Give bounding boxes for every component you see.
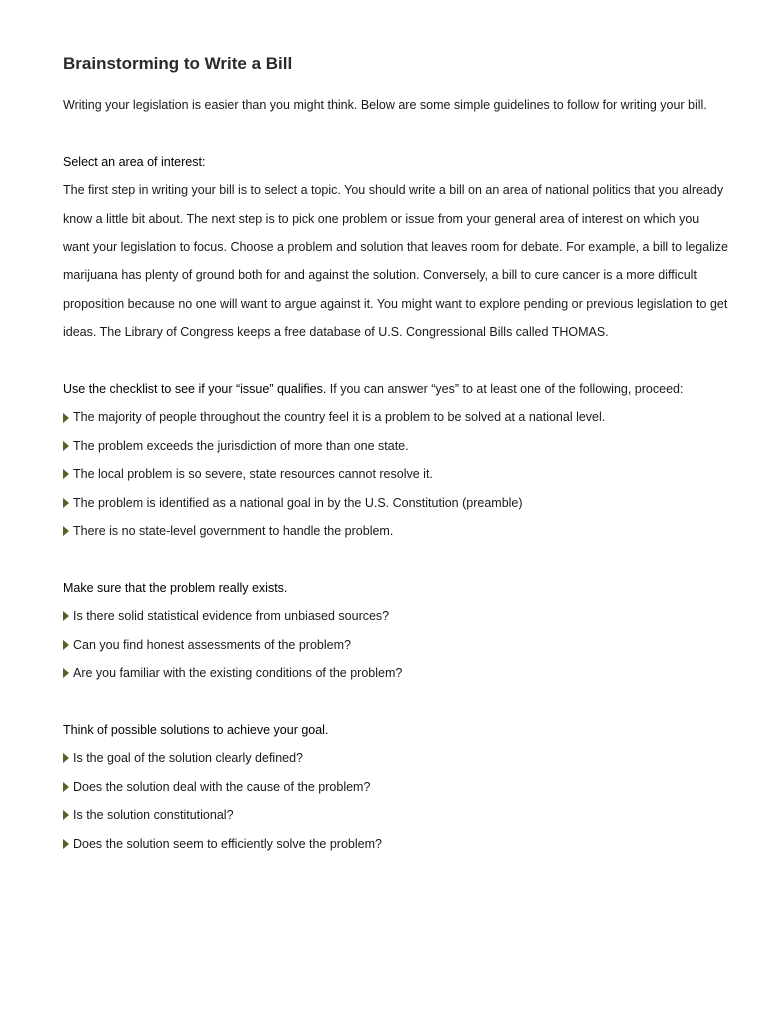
checklist-intro	[63, 375, 728, 403]
document-page	[63, 50, 728, 858]
intro-paragraph: Writing your legislation is easier than you might think. Below are some simple guidelines to follow for writing your bill.	[63, 98, 707, 112]
list-item-text: The local problem is so severe, state resources cannot resolve it.	[73, 467, 433, 482]
list-item	[63, 801, 728, 829]
list-item-text: Is the goal of the solution clearly defined?	[73, 751, 304, 766]
list-item	[63, 460, 728, 488]
list-item	[63, 403, 728, 431]
list-item-text: Does the solution seem to efficiently solve the problem?	[73, 836, 382, 851]
triangle-right-icon	[63, 469, 69, 479]
list-item-text: The problem is identified as a national goal in by the U.S. Constitution (preamble)	[73, 495, 523, 510]
list-item	[63, 830, 728, 858]
list-item	[63, 631, 728, 659]
list-item	[63, 659, 728, 687]
spacer	[63, 545, 728, 573]
spacer	[63, 119, 728, 147]
list-item-text: The problem exceeds the jurisdiction of more than one state.	[73, 438, 409, 453]
spacer	[63, 347, 728, 375]
triangle-right-icon	[63, 668, 69, 678]
list-item-text: There is no state-level government to handle the problem.	[73, 524, 394, 539]
section-heading-solutions: Think of possible solutions to achieve your goal.	[63, 722, 329, 737]
list-item	[63, 489, 728, 517]
triangle-right-icon	[63, 611, 69, 621]
triangle-right-icon	[63, 498, 69, 508]
section-heading-problem: Make sure that the problem really exists.	[63, 580, 288, 595]
triangle-right-icon	[63, 526, 69, 536]
section-heading-checklist: Use the checklist to see if your “issue” qualifies.	[63, 382, 327, 397]
triangle-right-icon	[63, 441, 69, 451]
problem-list	[63, 602, 728, 687]
list-item-text: Is the solution constitutional?	[73, 808, 234, 823]
checklist-list	[63, 403, 728, 545]
triangle-right-icon	[63, 782, 69, 792]
triangle-right-icon	[63, 413, 69, 423]
document-title: Brainstorming to Write a Bill	[63, 54, 293, 73]
list-item-text: Are you familiar with the existing conditions of the problem?	[73, 666, 403, 681]
checklist-lead-text: If you can answer “yes” to at least one of the following, proceed:	[326, 382, 684, 397]
list-item	[63, 773, 728, 801]
triangle-right-icon	[63, 839, 69, 849]
list-item	[63, 432, 728, 460]
section-body-interest: The first step in writing your bill is to select a topic. You should write a bill on an area of national politics that you already know a little bit about. The next step is to pick one problem or issue from your general area of interest on which you want your legislation to focus. Choose a problem and solution that leaves room for debate. For example, a bill to legalize marijuana has plenty of ground both for and against the solution. Conversely, a bill to cure cancer is a more difficult proposition because no one will want to argue against it. You might want to explore pending or previous legislation to get ideas. The Library of Congress keeps a free database of U.S. Congressional Bills called THOMAS.	[63, 183, 728, 340]
list-item	[63, 602, 728, 630]
list-item-text: The majority of people throughout the country feel it is a problem to be solved at a national level.	[73, 410, 606, 425]
solutions-list	[63, 744, 728, 858]
triangle-right-icon	[63, 640, 69, 650]
list-item	[63, 744, 728, 772]
list-item-text: Is there solid statistical evidence from unbiased sources?	[73, 609, 390, 624]
list-item-text: Can you find honest assessments of the problem?	[73, 637, 351, 652]
list-item-text: Does the solution deal with the cause of the problem?	[73, 779, 371, 794]
section-heading-interest: Select an area of interest:	[63, 154, 206, 169]
spacer	[63, 687, 728, 715]
list-item	[63, 517, 728, 545]
triangle-right-icon	[63, 810, 69, 820]
triangle-right-icon	[63, 753, 69, 763]
